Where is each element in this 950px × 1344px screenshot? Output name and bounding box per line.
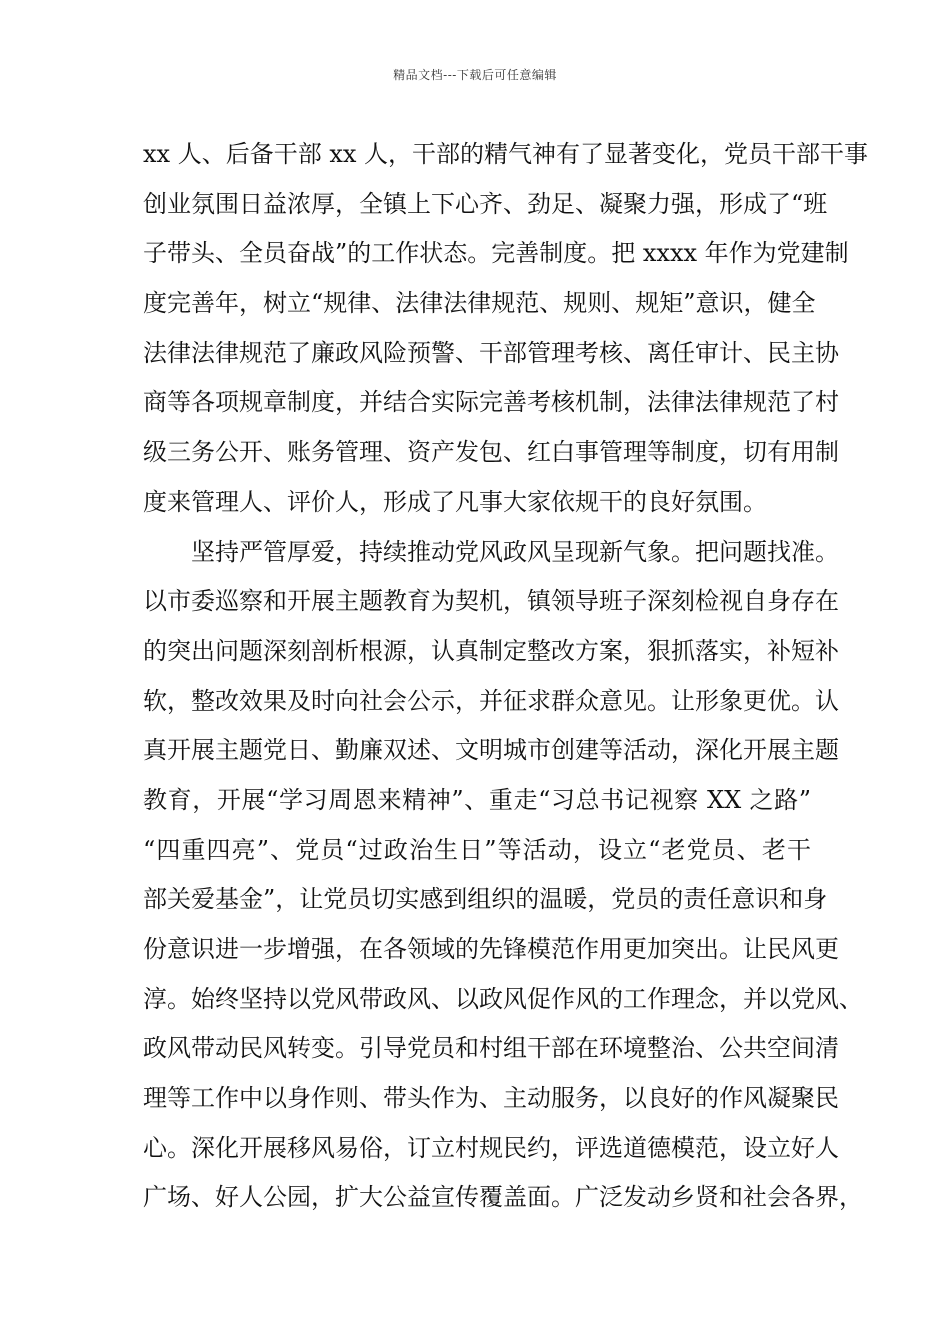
paragraph-line: 真开展主题党日、勤廉双述、文明城市创建等活动，深化开展主题 (143, 736, 839, 765)
paragraph-line: 坚持严管厚爱，持续推动党风政风呈现新气象。把问题找准。 (191, 537, 839, 566)
paragraph-line: 教育，开展“学习周恩来精神”、重走“习总书记视察 XX 之路” (143, 785, 811, 814)
document-body (143, 130, 869, 1223)
paragraph-line: 度来管理人、评价人，形成了凡事大家依规干的良好氛围。 (143, 487, 767, 516)
paragraph-line: 广场、好人公园，扩大公益宣传覆盖面。广泛发动乡贤和社会各界， (143, 1183, 863, 1212)
paragraph-line: 度完善年，树立“规律、法律法律规范、规则、规矩”意识，健全 (143, 289, 816, 318)
paragraph-line: xx 人、后备干部 xx 人，干部的精气神有了显著变化，党员干部干事 (143, 140, 869, 168)
paragraph-line: 心。深化开展移风易俗，订立村规民约，评选道德模范，设立好人 (143, 1133, 839, 1162)
paragraph-line: 商等各项规章制度，并结合实际完善考核机制，法律法律规范了村 (143, 388, 839, 417)
paragraph-line: 份意识进一步增强，在各领域的先锋模范作用更加突出。让民风更 (143, 935, 839, 963)
paragraph-line: 以市委巡察和开展主题教育为契机，镇领导班子深刻检视自身存在 (143, 587, 839, 616)
paragraph-line: 政风带动民风转变。引导党员和村组干部在环境整治、公共空间清 (143, 1034, 839, 1063)
paragraph-line: 软，整改效果及时向社会公示，并征求群众意见。让形象更优。认 (143, 686, 839, 715)
paragraph-line: 淳。始终坚持以党风带政风、以政风促作风的工作理念，并以党风、 (143, 984, 863, 1013)
page-header: 精品文档---下载后可任意编辑 (393, 68, 557, 82)
paragraph-line: 的突出问题深刻剖析根源，认真制定整改方案，狠抓落实，补短补 (143, 636, 839, 665)
paragraph-line: “四重四亮”、党员“过政治生日”等活动，设立“老党员、老干 (143, 835, 811, 864)
paragraph-line: 法律法律规范了廉政风险预警、干部管理考核、离任审计、民主协 (143, 338, 839, 367)
paragraph-line: 创业氛围日益浓厚，全镇上下心齐、劲足、凝聚力强，形成了“班 (143, 189, 828, 218)
paragraph-line: 理等工作中以身作则、带头作为、主动服务，以良好的作风凝聚民 (143, 1084, 839, 1113)
paragraph-line: 部关爱基金”，让党员切实感到组织的温暖，党员的责任意识和身 (143, 885, 828, 914)
paragraph-line: 子带头、全员奋战”的工作状态。完善制度。把 xxxx 年作为党建制 (143, 239, 849, 268)
paragraph-line: 级三务公开、账务管理、资产发包、红白事管理等制度，切有用制 (143, 438, 839, 467)
